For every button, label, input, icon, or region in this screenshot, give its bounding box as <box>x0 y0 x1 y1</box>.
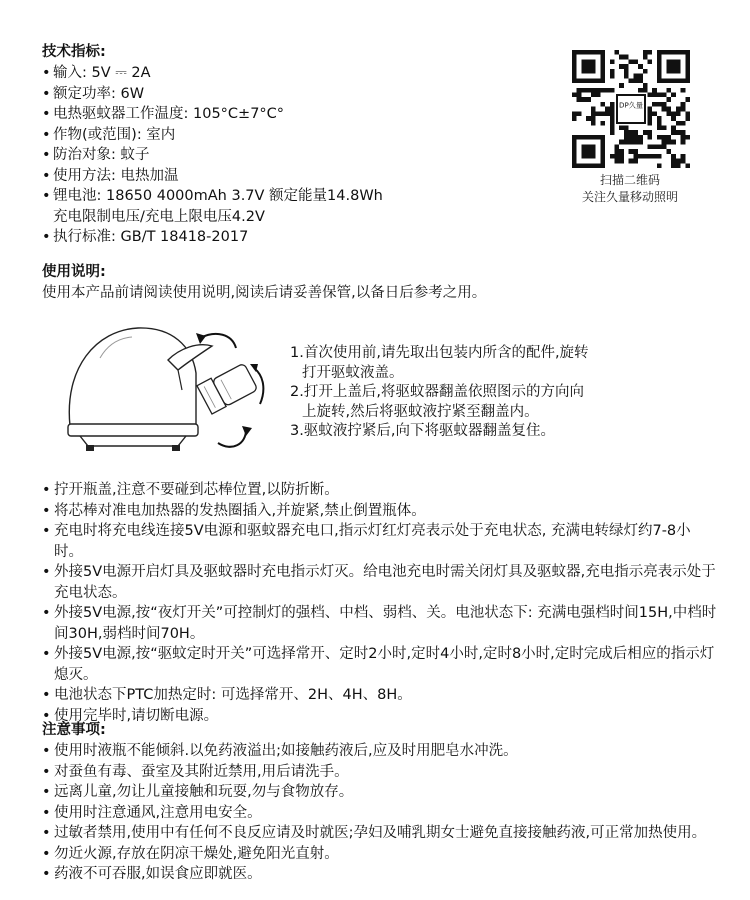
step-item: 3.驱蚊液拧紧后,向下将驱蚊器翻盖复住。 <box>290 423 555 439</box>
caution-heading: 注意事项: <box>42 722 106 738</box>
spec-item: • 电热驱蚊器工作温度: 105°C±7°C° <box>42 104 542 125</box>
caution-item: • 对蚕鱼有毒、蚕室及其附近禁用,用后请洗手。 <box>42 762 717 783</box>
instructions-intro: 使用本产品前请阅读使用说明,阅读后请妥善保管,以备日后参考之用。 <box>42 285 487 301</box>
step-item: 1.首次使用前,请先取出包装内所含的配件,旋转 打开驱蚊液盖。 <box>290 345 589 381</box>
usage-item: • 使用完毕时,请切断电源。 <box>42 706 717 727</box>
usage-item: • 电池状态下PTC加热定时: 可选择常开、2H、4H、8H。 <box>42 685 717 706</box>
install-steps <box>290 344 740 442</box>
caution-item: • 过敏者禁用,使用中有任何不良反应请及时就医;孕妇及哺乳期女士避免直接接触药液,可正常加热使用。 <box>42 823 717 844</box>
spec-item: • 使用方法: 电热加温 <box>42 166 542 187</box>
spec-item: • 执行标准: GB/T 18418-2017 <box>42 227 542 248</box>
instructions-heading: 使用说明: <box>42 264 106 280</box>
caution-item: • 使用时注意通风,注意用电安全。 <box>42 803 717 824</box>
qr-logo: DP久量 <box>619 100 643 110</box>
step-item: 2.打开上盖后,将驱蚊器翻盖依照图示的方向向 上旋转,然后将驱蚊液拧紧至翻盖内。 <box>290 384 584 420</box>
device-illustration <box>60 318 280 468</box>
qr-caption: 扫描二维码 关注久量移动照明 <box>581 173 678 204</box>
usage-item: • 外接5V电源开启灯具及驱蚊器时充电指示灯灭。给电池充电时需关闭灯具及驱蚊器,充电指示亮表示处于充电状态。 <box>42 562 717 603</box>
spec-item: • 输入: 5V ⎓ 2A <box>42 63 542 84</box>
caution-item: • 药液不可吞服,如误食应即就医。 <box>42 864 717 885</box>
usage-item: • 外接5V电源,按“驱蚊定时开关”可选择常开、定时2小时,定时4小时,定时8小时,定时完成后相应的指示灯熄灭。 <box>42 644 717 685</box>
spec-item: • 防治对象: 蚊子 <box>42 145 542 166</box>
usage-item: • 将芯棒对准电加热器的发热圈插入,并旋紧,禁止倒置瓶体。 <box>42 501 717 522</box>
spec-item: • 锂电池: 18650 4000mAh 3.7V 额定能量14.8Wh 充电限制电压/充电上限电压4.2V <box>42 186 542 227</box>
usage-list <box>42 480 717 726</box>
caution-item: • 远离儿童,勿让儿童接触和玩耍,勿与食物放存。 <box>42 782 717 803</box>
usage-item: • 充电时将充电线连接5V电源和驱蚊器充电口,指示灯红灯亮表示处于充电状态, 充满电转绿灯约7-8小时。 <box>42 521 717 562</box>
usage-item: • 外接5V电源,按“夜灯开关”可控制灯的强档、中档、弱档、关。电池状态下: 充满电强档时间15H,中档时间30H,弱档时间70H。 <box>42 603 717 644</box>
caution-item: • 使用时液瓶不能倾斜.以免药液溢出;如接触药液后,应及时用肥皂水冲洗。 <box>42 741 717 762</box>
specs-heading: 技术指标: <box>42 44 106 60</box>
qr-code <box>572 50 690 168</box>
spec-item: • 额定功率: 6W <box>42 84 542 105</box>
spec-item: • 作物(或范围): 室内 <box>42 125 542 146</box>
caution-list <box>42 741 717 885</box>
specs-list <box>42 63 542 248</box>
usage-item: • 拧开瓶盖,注意不要碰到芯棒位置,以防折断。 <box>42 480 717 501</box>
caution-item: • 勿近火源,存放在阴凉干燥处,避免阳光直射。 <box>42 844 717 865</box>
